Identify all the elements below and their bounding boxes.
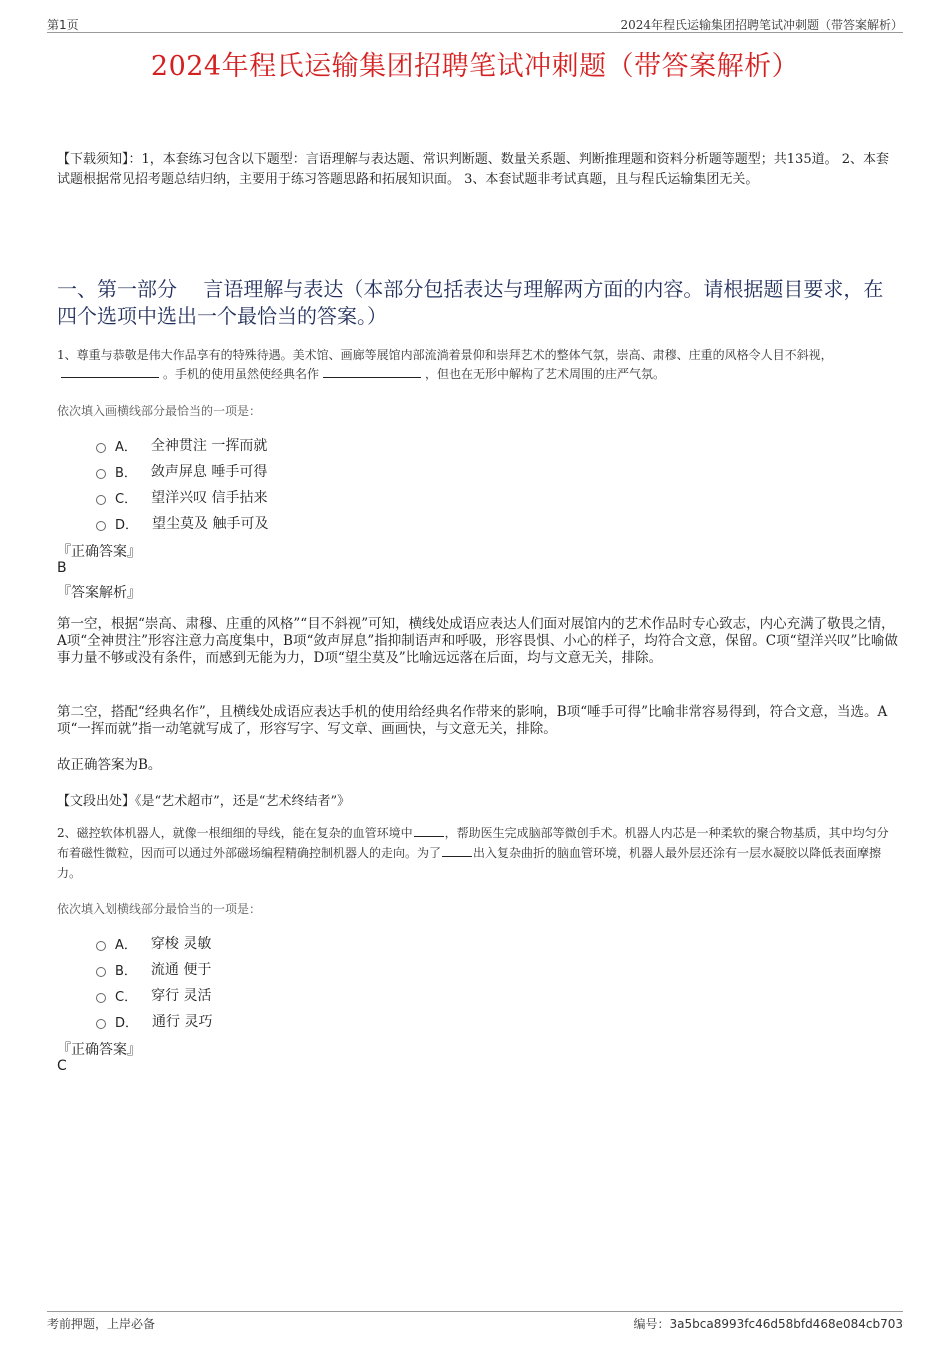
- question-1-options: [96, 432, 268, 536]
- question-1-analysis-2: 第二空，搭配“经典名作”，且横线处成语应表达手机的使用给经典名作带来的影响，B项“唾手可得”比喻非常容易得到，符合文意，当选。A项“一挥而就”指一动笔就写成了，形容写字、写文章、画画快，与文意无关，排除。: [57, 704, 888, 737]
- page-number: 第1页: [47, 18, 79, 32]
- question-2-text: [57, 823, 900, 883]
- radio-icon[interactable]: [96, 521, 106, 531]
- footer-slogan: 考前押题，上岸必备: [47, 1317, 156, 1331]
- question-2-blank-2: [442, 844, 472, 857]
- question-1-answer: B: [57, 560, 67, 576]
- question-1-text: [57, 346, 900, 384]
- radio-icon[interactable]: [96, 443, 106, 453]
- question-2-text-a: 2、磁控软体机器人，就像一根细细的导线，能在复杂的血管环境中: [57, 826, 413, 840]
- question-2-answer-label: 『正确答案』: [57, 1042, 141, 1058]
- page-footer: [47, 1311, 903, 1334]
- question-1-instruction: 依次填入画横线部分最恰当的一项是：: [57, 404, 262, 418]
- footer-code: [634, 1315, 904, 1332]
- question-1-conclusion: 故正确答案为B。: [57, 757, 162, 773]
- question-1-text-a: 1、尊重与恭敬是伟大作品享有的特殊待遇。美术馆、画廊等展馆内部流淌着景仰和崇拜艺术的整体气氛，崇高、肃穆、庄重的风格令人目不斜视，: [57, 348, 833, 362]
- section-heading: 一、第一部分 言语理解与表达（本部分包括表达与理解两方面的内容。请根据题目要求，在四个选项中选出一个最恰当的答案。）: [57, 277, 884, 328]
- question-2-blank-1: [414, 824, 444, 837]
- question-1-text-b: 。手机的使用虽然使经典名作: [163, 367, 320, 381]
- question-2-option-d[interactable]: D． 通行 灵巧: [96, 1008, 212, 1034]
- document-title: 2024年程氏运输集团招聘笔试冲刺题（带答案解析）: [150, 51, 800, 82]
- footer-code-label: 编号：: [633, 1317, 670, 1331]
- question-2-answer: C: [57, 1058, 67, 1074]
- radio-icon[interactable]: [96, 941, 106, 951]
- radio-icon[interactable]: [96, 469, 106, 479]
- question-2-text-c: 出入复杂曲折的脑血管环境，机器人最外层还涂有一层水凝胶以降低表面摩擦力。: [57, 846, 882, 880]
- page-header: [47, 14, 903, 33]
- footer-code-value: 3a5bca8993fc46d58bfd468e084cb703: [669, 1317, 903, 1331]
- question-2-text-b: ，帮助医生完成脑部等微创手术。机器人内芯是一种柔软的聚合物基质，其中均匀分布着磁性微粒，因而可以通过外部磁场编程精确控制机器人的走向。为了: [57, 826, 889, 860]
- question-2-option-a[interactable]: A． 穿梭 灵敏: [96, 930, 212, 956]
- question-2-option-c[interactable]: C． 穿行 灵活: [96, 982, 212, 1008]
- question-1-answer-label: 『正确答案』: [57, 544, 141, 560]
- question-2-instruction: 依次填入划横线部分最恰当的一项是：: [57, 902, 262, 916]
- question-2-options: [96, 930, 212, 1034]
- radio-icon[interactable]: [96, 1019, 106, 1029]
- question-1-option-d[interactable]: D． 望尘莫及 触手可及: [96, 510, 268, 536]
- radio-icon[interactable]: [96, 993, 106, 1003]
- question-1-option-c[interactable]: C． 望洋兴叹 信手拈来: [96, 484, 268, 510]
- radio-icon[interactable]: [96, 495, 106, 505]
- question-1-blank-2: [323, 365, 421, 378]
- radio-icon[interactable]: [96, 967, 106, 977]
- question-1-blank-1: [61, 365, 159, 378]
- question-1-analysis-1: 第一空，根据“崇高、肃穆、庄重的风格”“目不斜视”可知，横线处成语应表达人们面对展馆内的艺术作品时专心致志，内心充满了敬畏之情，A项“全神贯注”形容注意力高度集中，B项“敛声屏息”指抑制语声和呼吸，形容畏惧、小心的样子，均符合文意，保留。C项“望洋兴叹”比喻做事力量不够或没有条件，而感到无能为力，D项“望尘莫及”比喻远远落在后面，均与文意无关，排除。: [57, 616, 898, 666]
- header-doc-title: 2024年程氏运输集团招聘笔试冲刺题（带答案解析）: [620, 18, 903, 32]
- question-2-option-b[interactable]: B． 流通 便于: [96, 956, 212, 982]
- question-1-source: 【文段出处】《是“艺术超市”，还是“艺术终结者”》: [57, 794, 351, 809]
- question-1-analysis-label: 『答案解析』: [57, 585, 141, 601]
- question-1-text-c: ，但也在无形中解构了艺术周围的庄严气氛。: [425, 367, 666, 381]
- download-notice: 【下载须知】：1，本套练习包含以下题型：言语理解与表达题、常识判断题、数量关系题、判断推理题和资料分析题等题型；共135道。 2、本套试题根据常见招考题总结归纳，主要用于练习答题思路和拓展知识面。 3、本套试题非考试真题，且与程氏运输集团无关。: [57, 152, 889, 187]
- question-1-option-b[interactable]: B． 敛声屏息 唾手可得: [96, 458, 268, 484]
- question-1-option-a[interactable]: A． 全神贯注 一挥而就: [96, 432, 268, 458]
